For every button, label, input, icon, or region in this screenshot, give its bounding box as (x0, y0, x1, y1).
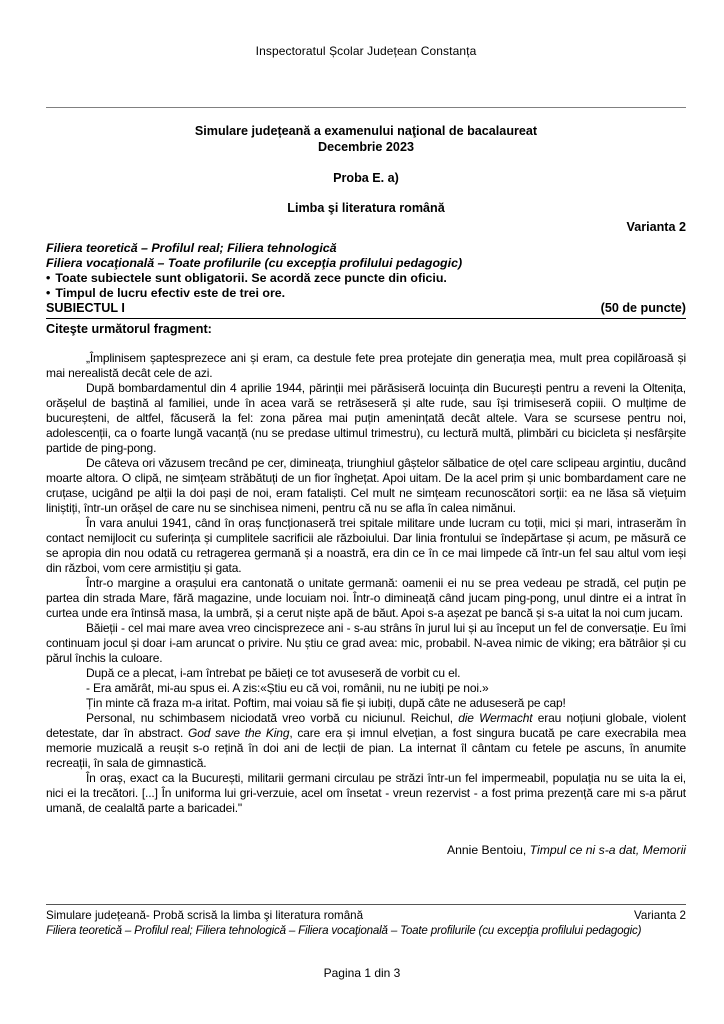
subject-heading-row (46, 301, 686, 319)
exam-discipline: Limba şi literatura română (287, 201, 445, 215)
fragment-paragraph-9: Țin minte că fraza m-a iritat. Poftim, mai voiau să fie și iubiți, după câte ne aduseseră pe cap! (86, 696, 566, 711)
exam-proba: Proba E. a) (333, 171, 399, 185)
fragment-paragraph-7: După ce a plecat, i-am întrebat pe băieți ce tot avuseseră de vorbit cu el. (86, 666, 461, 681)
document-footer (46, 904, 686, 938)
paragraph-10-text: , care era și imnul elvețian, a fost singura bucată pe care execrabila mea memorie muzicală a reușit s-o rețină în doi ani de lecții de pian. La internat îl cântam cu fetele pe ascuns, în anumite recreații, în sala de gimnastică. (46, 726, 686, 771)
rule-item-obligatory-text: Toate subiectele sunt obligatorii. Se acordă zece puncte din oficiu. (55, 271, 447, 285)
fragment-paragraph-2: După bombardamentul din 4 aprilie 1944, părinții mei părăsiseră locuința din București pentru a reveni la Oltenița, orășelul de baștină al familiei, unde în acea vară se retrăseseră și alte rude, sau își trimiseseră copiii. O mulțime de bucureșteni, de altfel, făcuseră la fel: zona părea mai puțin amenințată decât altele. Vara se scursese pentru noi, adolescenții, ca o foarte lungă vacanță (nu se predase ultimul trimestru), cu lectură multă, plimbări cu bicicleta și nesfârșite partide de ping-pong. (46, 381, 686, 456)
variant-label: Varianta 2 (626, 220, 686, 234)
fragment-paragraph-5: Într-o margine a orașului era cantonată o unitate germană: oamenii ei nu se prea vedeau pe stradă, cel puțin pe partea din strada Mare, fără magazine, unde locuiam noi. Într-o dimineață când jucam ping-pong, unul dintre ei a intrat în curtea unde era întinsă masa, la umbră, și a cerut niște apă de băut. Apoi s-a așezat pe bancă și s-a uitat la noi cum jucam. (46, 576, 686, 621)
exam-rules-list (46, 271, 686, 301)
subject-points: (50 de puncte) (600, 301, 686, 316)
filiera-line-1: Filiera teoretică – Profilul real; Filiera tehnologică (46, 241, 337, 255)
page-content (46, 0, 686, 857)
footer-exam-name: Simulare județeană- Probă scrisă la limba şi literatura română (46, 909, 364, 922)
fragment-text (46, 351, 686, 816)
exam-date: Decembrie 2023 (318, 140, 414, 154)
attribution-line (46, 843, 686, 857)
fragment-paragraph-10 (46, 711, 686, 771)
bullet-icon: • (46, 271, 51, 285)
rule-item-time-text: Timpul de lucru efectiv este de trei ore. (55, 286, 286, 301)
page-number: Pagina 1 din 3 (323, 966, 401, 980)
footer-variant-label: Varianta 2 (634, 909, 686, 922)
subject-label: SUBIECTUL I (46, 301, 125, 316)
title-block (46, 123, 686, 216)
rule-item-obligatory (46, 271, 686, 286)
rule-item-time (46, 286, 686, 301)
attribution-work-title: Timpul ce ni s-a dat, Memorii (529, 843, 686, 858)
fragment-paragraph-1: „Împlinisem șaptesprezece ani și eram, ca destule fete prea protejate din generația mea, mult prea copilăroasă și mai nerealistă decât cele de azi. (46, 351, 686, 381)
footer-filiera-line: Filiera teoretică – Profilul real; Filiera tehnologică – Filiera vocaţională – Toate profilurile (cu excepţia profilului pedagogic) (46, 924, 642, 937)
fragment-paragraph-3: De câteva ori văzusem trecând pe cer, dimineața, triunghiul gâștelor sălbatice de oțel care sclipeau argintiu, ducând moarte altora. O clipă, ne simțeam străbătuți de un fior înghețat. Apoi uitam. De la acel prim și unic bombardament care ne cruțase, ucigând pe alții la doi pași de noi, eram fataliști. Cel mult ne simțeam recunoscători sorții: ea ne lăsa să viețuim liniștiți, într-un orășel de care nu se sinchisea nimeni, pentru că nu se afla în calea nimănui. (46, 456, 686, 516)
exam-title: Simulare județeană a examenului naţional de bacalaureat (194, 124, 538, 138)
fragment-paragraph-8: - Era amărât, mi-au spus ei. A zis:«Știu eu că voi, românii, nu ne iubiți pe noi.» (86, 681, 489, 696)
institution-header: Inspectoratul Școlar Județean Constanța (255, 44, 477, 58)
filiera-line-2: Filiera vocaţională – Toate profilurile (cu excepţia profilului pedagogic) (46, 256, 463, 270)
fragment-paragraph-11: În oraș, exact ca la București, militarii germani circulau pe străzi într-un fel impermeabil, populația nu se uita la ei, nici ei la trecători. [...] În uniforma lui gri-verzuie, acel om însetat - vreun rezervist - a fost prima prezență care mi s-a părut umană, de cealaltă parte a baricadei." (46, 771, 686, 816)
read-instruction: Citeşte următorul fragment: (46, 322, 212, 337)
paragraph-10-text: erau noțiuni globale, violent detestate, dar în abstract. (46, 711, 686, 741)
filiera-block (46, 241, 686, 271)
fragment-paragraph-4: În vara anului 1941, când în oraș funcționaseră trei spitale militare unde lucram cu toții, mici și mari, intraserăm în contact nemijlocit cu suferința și cumplitele sacrificii ale războiului. Dar linia frontului se îndepărtase și acum, pe măsură ce se apropia din nou odată cu retragerea germană și a noastră, era din ce în ce mai limpede că într-un fel sau altul vom ieși din război, vom cere armistițiu și gata. (46, 516, 686, 576)
paragraph-10-text: Personal, nu schimbasem niciodată vreo vorbă cu niciunul. Reichul, (86, 711, 459, 726)
attribution-author: Annie Bentoiu, (446, 843, 530, 858)
fragment-paragraph-6: Băieții - cel mai mare avea vreo cincisprezece ani - s-au strâns în jurul lui și au început un fel de conversație. Eu îmi continuam jocul și doar i-am aruncat o privire. Nu știu ce grad avea: mic, probabil. N-avea nimic de viking; era bătrâior și cu părul închis la culoare. (46, 621, 686, 666)
paragraph-10-italic-king: God save the King (188, 726, 290, 741)
footer-row (46, 908, 686, 923)
paragraph-10-italic-wermacht: die Wermacht (458, 711, 533, 726)
header-divider-rule (46, 107, 686, 108)
bullet-icon: • (46, 286, 51, 301)
